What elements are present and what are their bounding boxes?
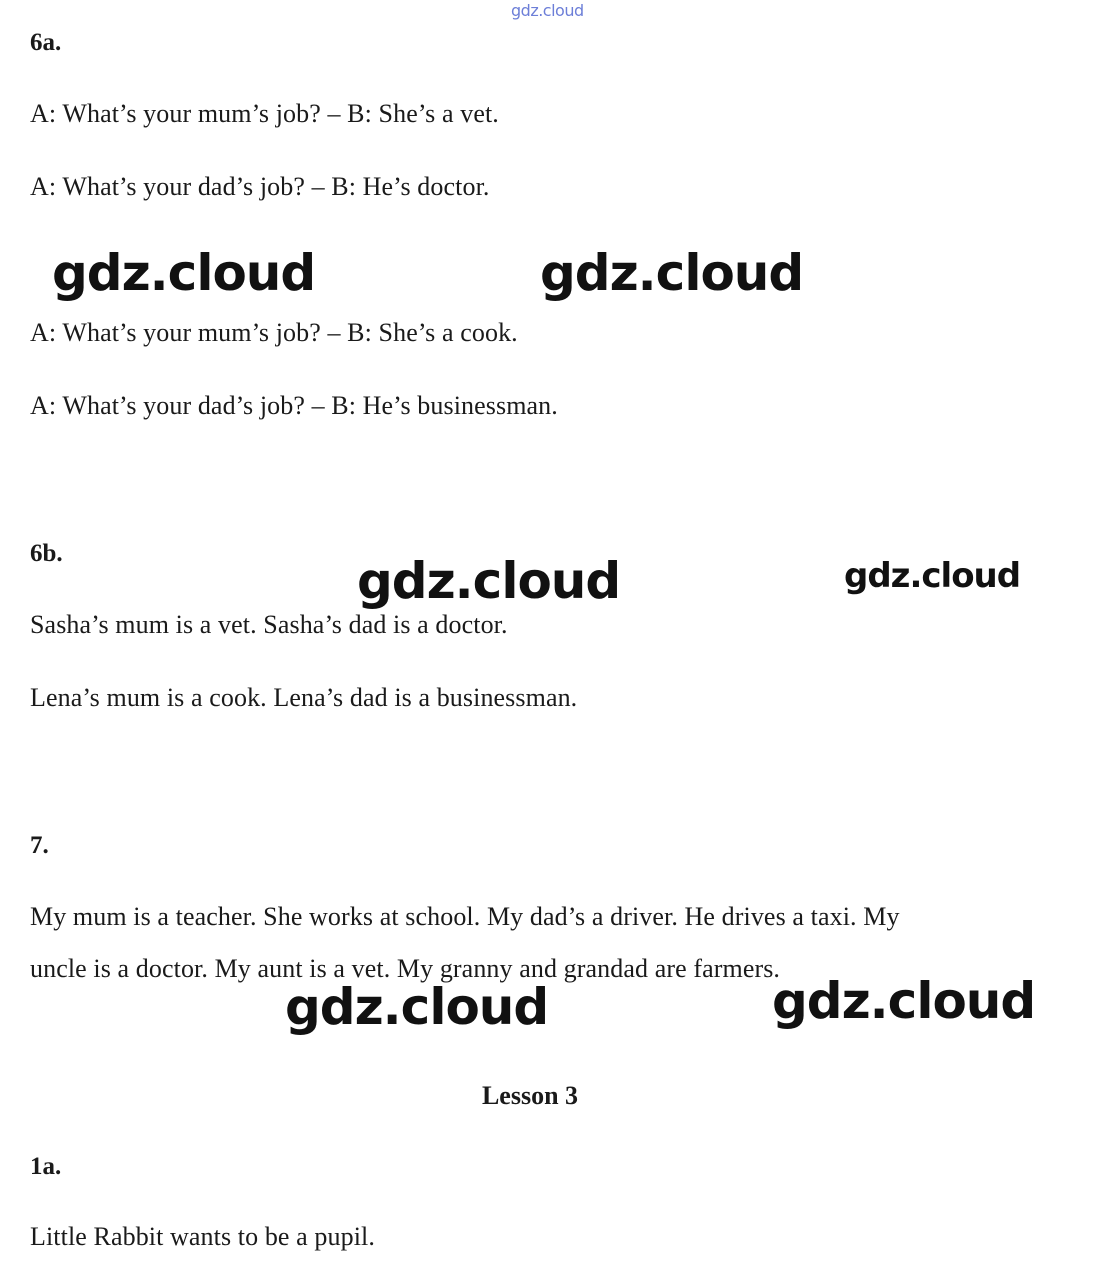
section-7-line-2: uncle is a doctor. My aunt is a vet. My granny and grandad are farmers.	[30, 954, 781, 983]
section-6a-line-1: A: What’s your mum’s job? – B: She’s a vet.	[30, 99, 499, 128]
section-7-line-1: My mum is a teacher. She works at school. My dad’s a driver. He drives a taxi. My	[30, 902, 900, 931]
watermark-top: gdz.cloud	[511, 1, 584, 20]
section-6a-line-4: A: What’s your dad’s job? – B: He’s businessman.	[30, 391, 558, 420]
section-6a-line-2: A: What’s your dad’s job? – B: He’s doctor.	[30, 172, 490, 201]
watermark: gdz.cloud	[52, 244, 316, 302]
watermark: gdz.cloud	[540, 244, 804, 302]
section-6a-heading: 6a.	[30, 29, 62, 56]
lesson-3-title: Lesson 3	[481, 1081, 579, 1110]
section-6b-line-2: Lena’s mum is a cook. Lena’s dad is a businessman.	[30, 683, 578, 712]
section-6b-line-1: Sasha’s mum is a vet. Sasha’s dad is a doctor.	[30, 610, 508, 639]
watermark: gdz.cloud	[772, 972, 1036, 1030]
section-1a-line-1: Little Rabbit wants to be a pupil.	[30, 1222, 375, 1251]
section-6a-line-3: A: What’s your mum’s job? – B: She’s a cook.	[30, 318, 518, 347]
section-1a-heading: 1a.	[30, 1153, 62, 1180]
section-6b-heading: 6b.	[30, 540, 63, 567]
section-7-heading: 7.	[30, 832, 49, 859]
watermark: gdz.cloud	[844, 556, 1021, 596]
watermark: gdz.cloud	[357, 552, 621, 610]
watermark: gdz.cloud	[285, 978, 549, 1036]
